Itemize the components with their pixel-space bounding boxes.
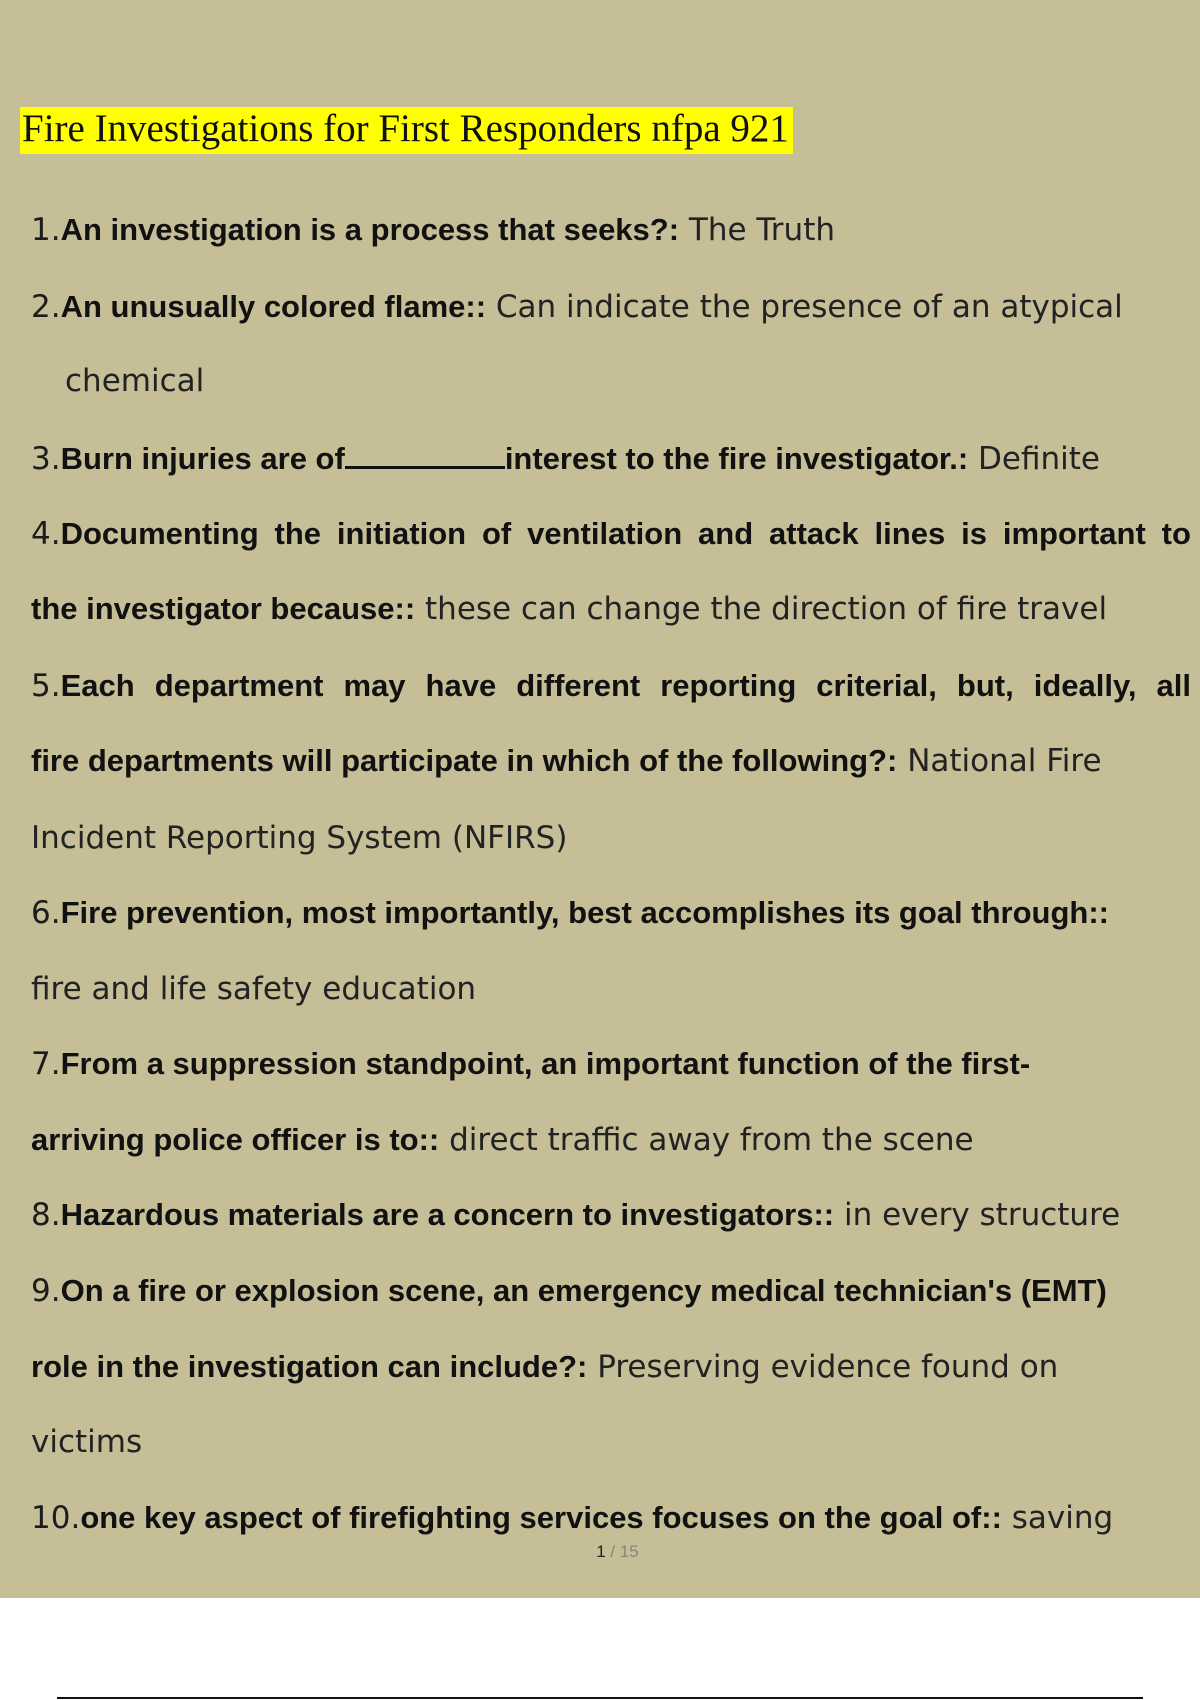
question-word: to (1161, 516, 1191, 551)
question-word: Documenting (60, 516, 259, 551)
item-line (31, 1044, 1030, 1084)
item-line (31, 1347, 1058, 1387)
item-line (65, 361, 204, 401)
item-number: 6. (31, 895, 61, 931)
question-text: arriving police officer is to:: (31, 1122, 440, 1157)
question-word: criterial, (816, 668, 937, 703)
answer-text: Incident Reporting System (NFIRS) (31, 820, 568, 856)
answer-text: in every structure (834, 1197, 1121, 1233)
question-word: of (481, 516, 512, 551)
item-number: 8. (31, 1197, 61, 1233)
answer-text: these can change the direction of fire travel (415, 591, 1108, 627)
answer-text: National Fire (897, 743, 1102, 779)
question-word: important (1002, 516, 1146, 551)
question-word: is (961, 516, 987, 551)
question-word: ventilation (527, 516, 683, 551)
item-number: 2. (31, 289, 61, 325)
question-word: lines (874, 516, 946, 551)
item-number: 10. (31, 1500, 81, 1536)
question-text: interest to the fire investigator.: (504, 441, 969, 476)
question-text: fire departments will participate in which of the following?: (31, 743, 898, 778)
question-text: Burn injuries are of (60, 441, 345, 476)
justified-question-line (31, 666, 1191, 706)
page-divider (57, 1697, 1143, 1699)
question-text: role in the investigation can include?: (31, 1349, 588, 1384)
question-word: initiation (336, 516, 467, 551)
item-number: 4. (31, 516, 61, 552)
question-text: Fire prevention, most importantly, best accomplishes its goal through:: (60, 895, 1109, 930)
answer-text: direct traffic away from the scene (439, 1122, 974, 1158)
item-line (31, 818, 567, 858)
question-text: Hazardous materials are a concern to investigators:: (60, 1197, 835, 1232)
question-text: On a fire or explosion scene, an emergency medical technician's (EMT) (60, 1273, 1107, 1308)
question-word: attack (769, 516, 859, 551)
item-line (31, 666, 1191, 706)
question-text: From a suppression standpoint, an important function of the first- (60, 1046, 1031, 1081)
answer-text: Can indicate the presence of an atypical (486, 289, 1123, 325)
fill-in-blank (345, 438, 505, 469)
page-indicator (0, 1542, 1200, 1562)
item-line (31, 1120, 974, 1160)
item-line (31, 589, 1107, 629)
item-number: 1. (31, 212, 61, 248)
answer-text: The Truth (679, 212, 836, 248)
answer-text: fire and life safety education (31, 971, 477, 1007)
question-word: have (425, 668, 497, 703)
item-number: 3. (31, 441, 61, 477)
item-line (31, 287, 1123, 327)
document-title: Fire Investigations for First Responders nfpa 921 (20, 107, 793, 154)
question-text: An unusually colored flame:: (60, 289, 487, 324)
item-number: 7. (31, 1046, 61, 1082)
item-line (31, 741, 1102, 781)
question-text: the investigator because:: (31, 591, 416, 626)
question-text: An investigation is a process that seeks?: (60, 212, 680, 247)
total-pages: / 15 (605, 1542, 639, 1561)
question-word: different (516, 668, 641, 703)
question-word: but, (956, 668, 1014, 703)
item-line (31, 514, 1191, 554)
answer-text: chemical (65, 363, 205, 399)
question-word: Each (60, 668, 135, 703)
current-page: 1 (596, 1542, 606, 1561)
question-word: ideally, (1033, 668, 1137, 703)
item-line (31, 1195, 1120, 1235)
justified-question-line (31, 514, 1191, 554)
question-text: one key aspect of firefighting services focuses on the goal of:: (80, 1500, 1002, 1535)
item-line (31, 969, 476, 1009)
question-word: reporting (660, 668, 797, 703)
item-number: 5. (31, 668, 61, 704)
item-line (31, 1422, 142, 1462)
item-line (31, 893, 1109, 933)
item-line (31, 1498, 1113, 1538)
question-word: department (154, 668, 324, 703)
item-number: 9. (31, 1273, 61, 1309)
question-word: all (1156, 668, 1191, 703)
answer-text: Definite (968, 441, 1100, 477)
question-word: and (698, 516, 754, 551)
item-line (31, 1271, 1107, 1311)
item-line (31, 210, 835, 250)
answer-text: Preserving evidence found on (587, 1349, 1059, 1385)
question-word: the (274, 516, 322, 551)
question-word: may (343, 668, 406, 703)
item-line (31, 438, 1100, 479)
answer-text: victims (31, 1424, 143, 1460)
answer-text: saving (1001, 1500, 1114, 1536)
